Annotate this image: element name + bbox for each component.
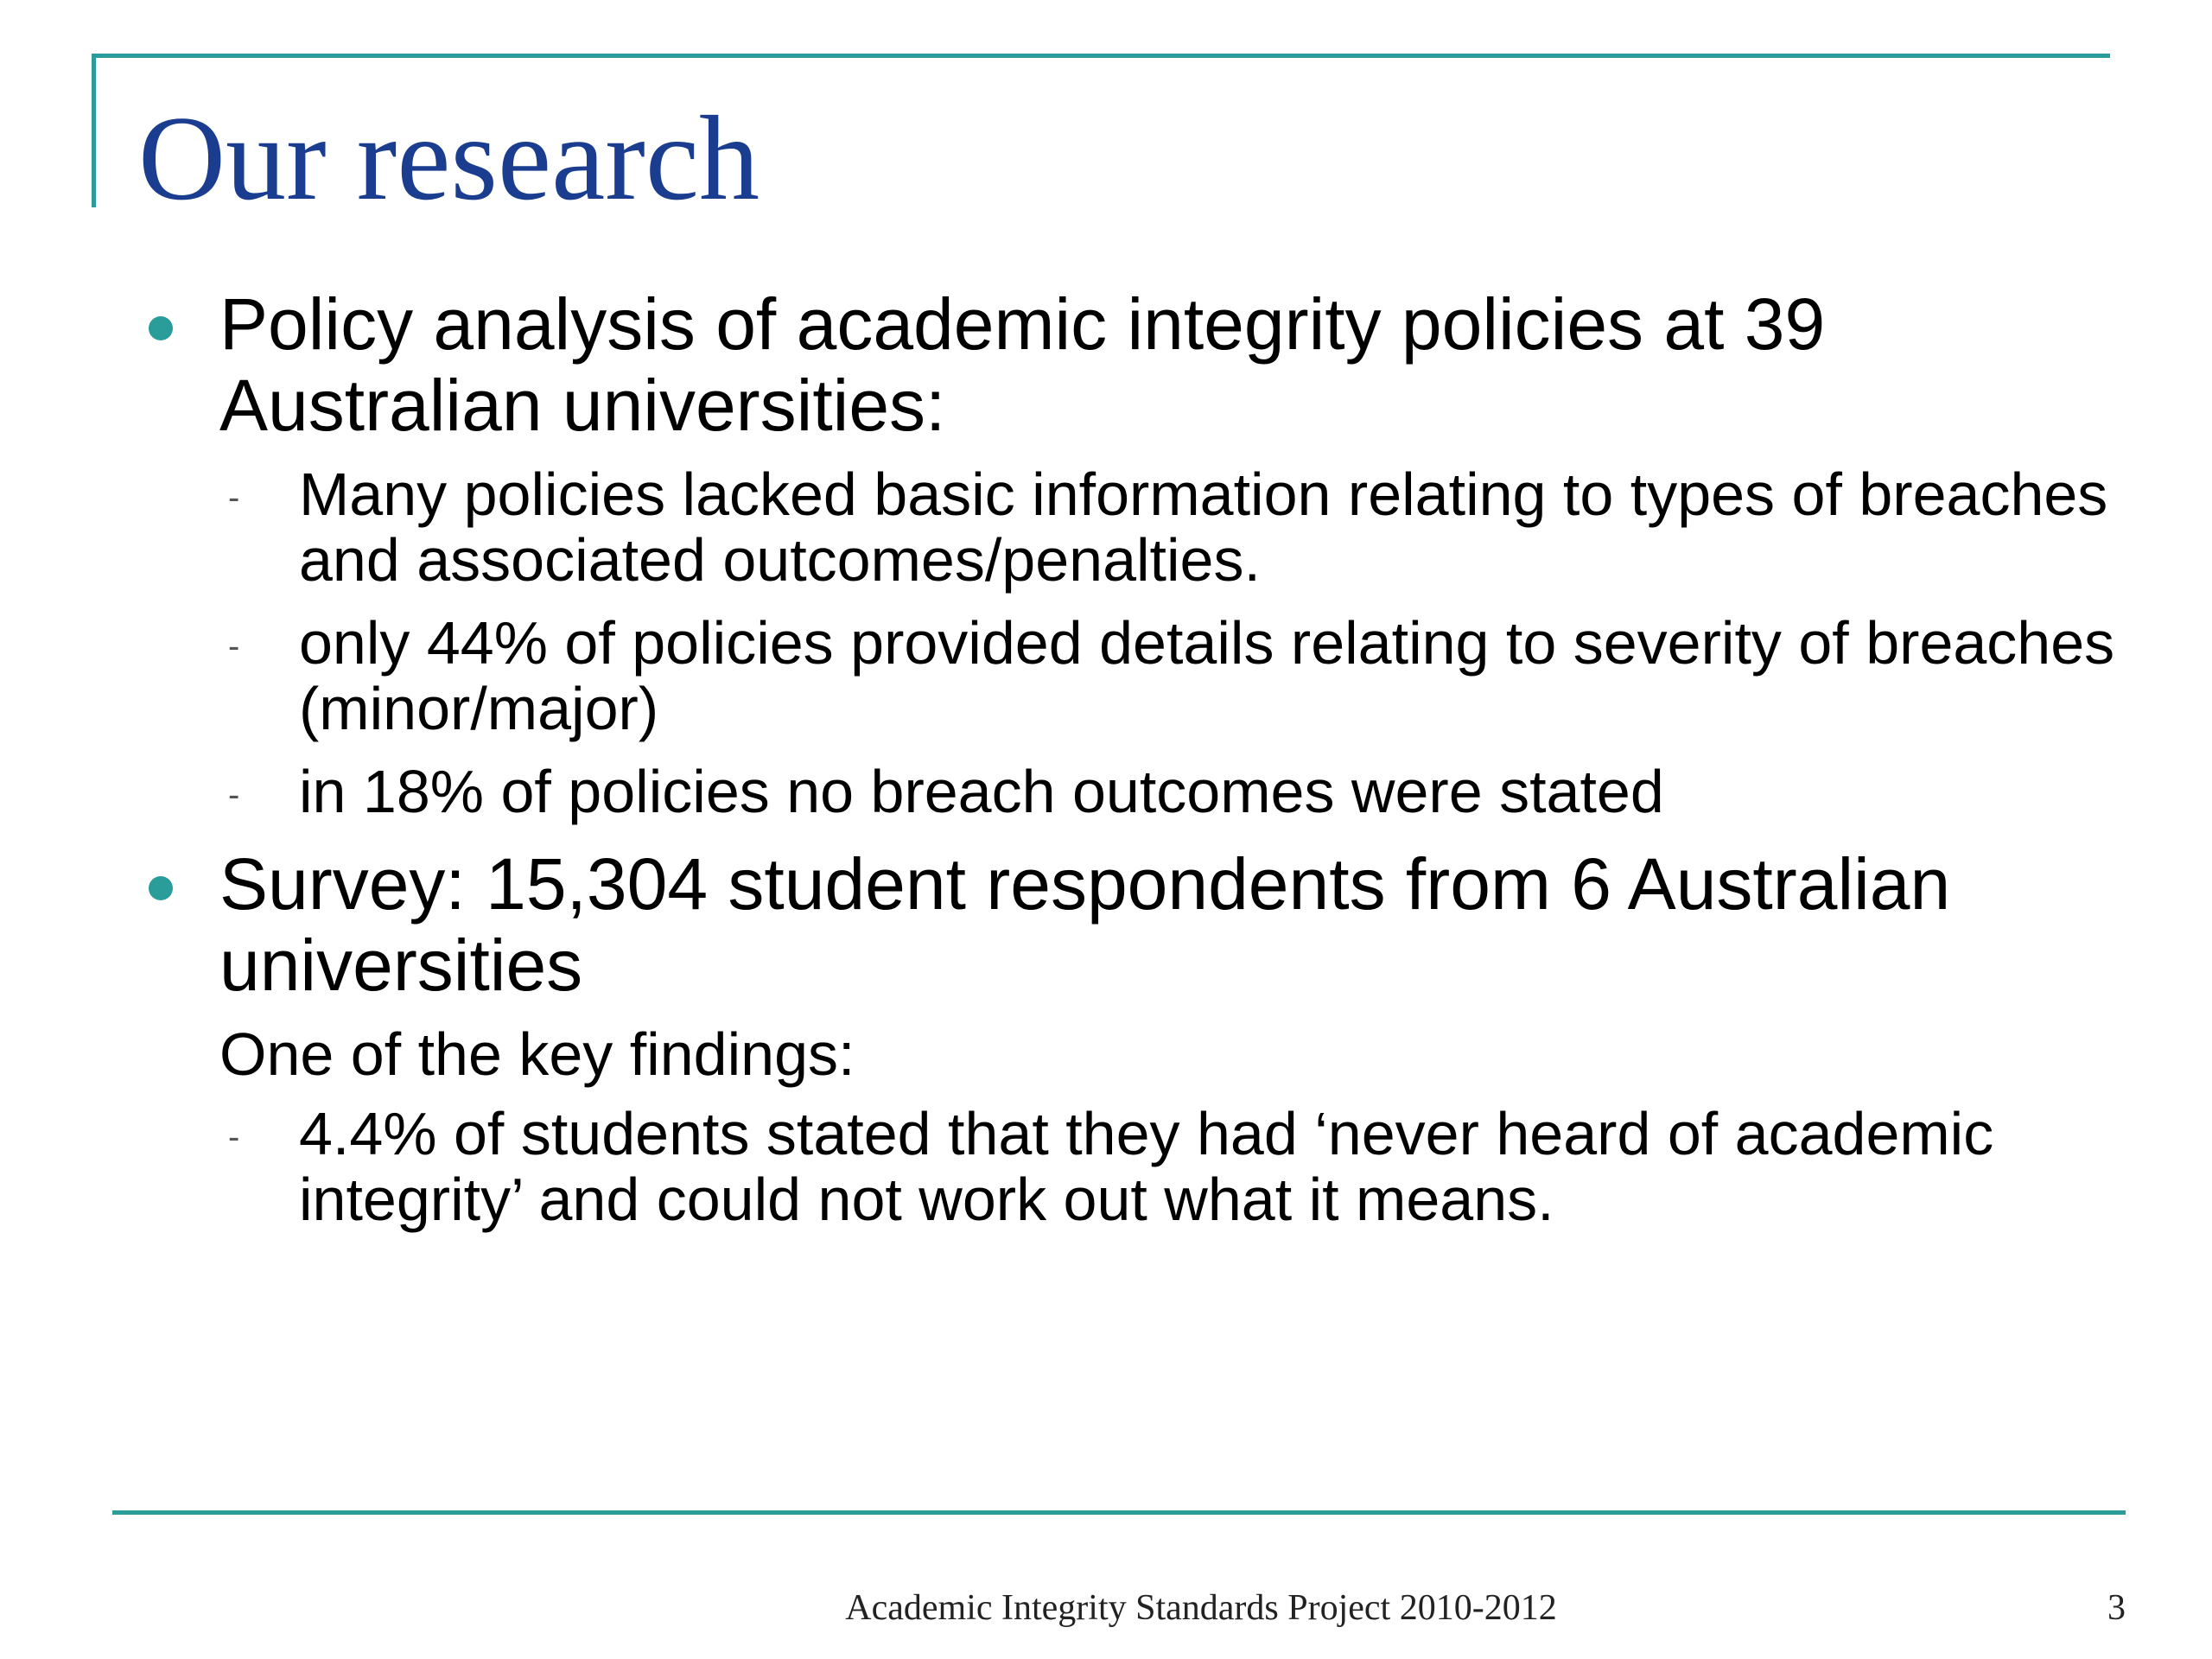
left-accent-rule xyxy=(92,54,96,207)
top-accent-rule xyxy=(92,54,2110,58)
dash-icon: - xyxy=(228,479,240,517)
bullet-text: Survey: 15,304 student respondents from 6 Australian universities xyxy=(219,843,1951,1006)
bullet-dot-icon xyxy=(149,316,173,340)
bottom-accent-rule xyxy=(112,1510,2126,1515)
sub-bullet-text: 4.4% of students stated that they had ‘never heard of academic integrity’ and could not work out what it means. xyxy=(299,1100,1994,1233)
page-number: 3 xyxy=(2107,1588,2126,1628)
bullet-note-text: One of the key findings: xyxy=(219,1020,855,1088)
dash-icon: - xyxy=(228,776,240,814)
sub-bullet-text: only 44% of policies provided details relating to severity of breaches (minor/major) xyxy=(299,609,2115,742)
dash-icon: - xyxy=(228,627,240,665)
sub-bullet-text: Many policies lacked basic information relating to types of breaches and associated outcomes/penalties. xyxy=(299,461,2108,594)
sub-bullet-text: in 18% of policies no breach outcomes were stated xyxy=(299,758,1664,825)
slide-title: Our research xyxy=(138,92,760,226)
footer-text: Academic Integrity Standards Project 2010-2012 xyxy=(845,1588,1557,1628)
dash-icon: - xyxy=(228,1118,240,1156)
bullet-dot-icon xyxy=(149,876,173,900)
bullet-text: Policy analysis of academic integrity policies at 39 Australian universities: xyxy=(219,283,1826,446)
